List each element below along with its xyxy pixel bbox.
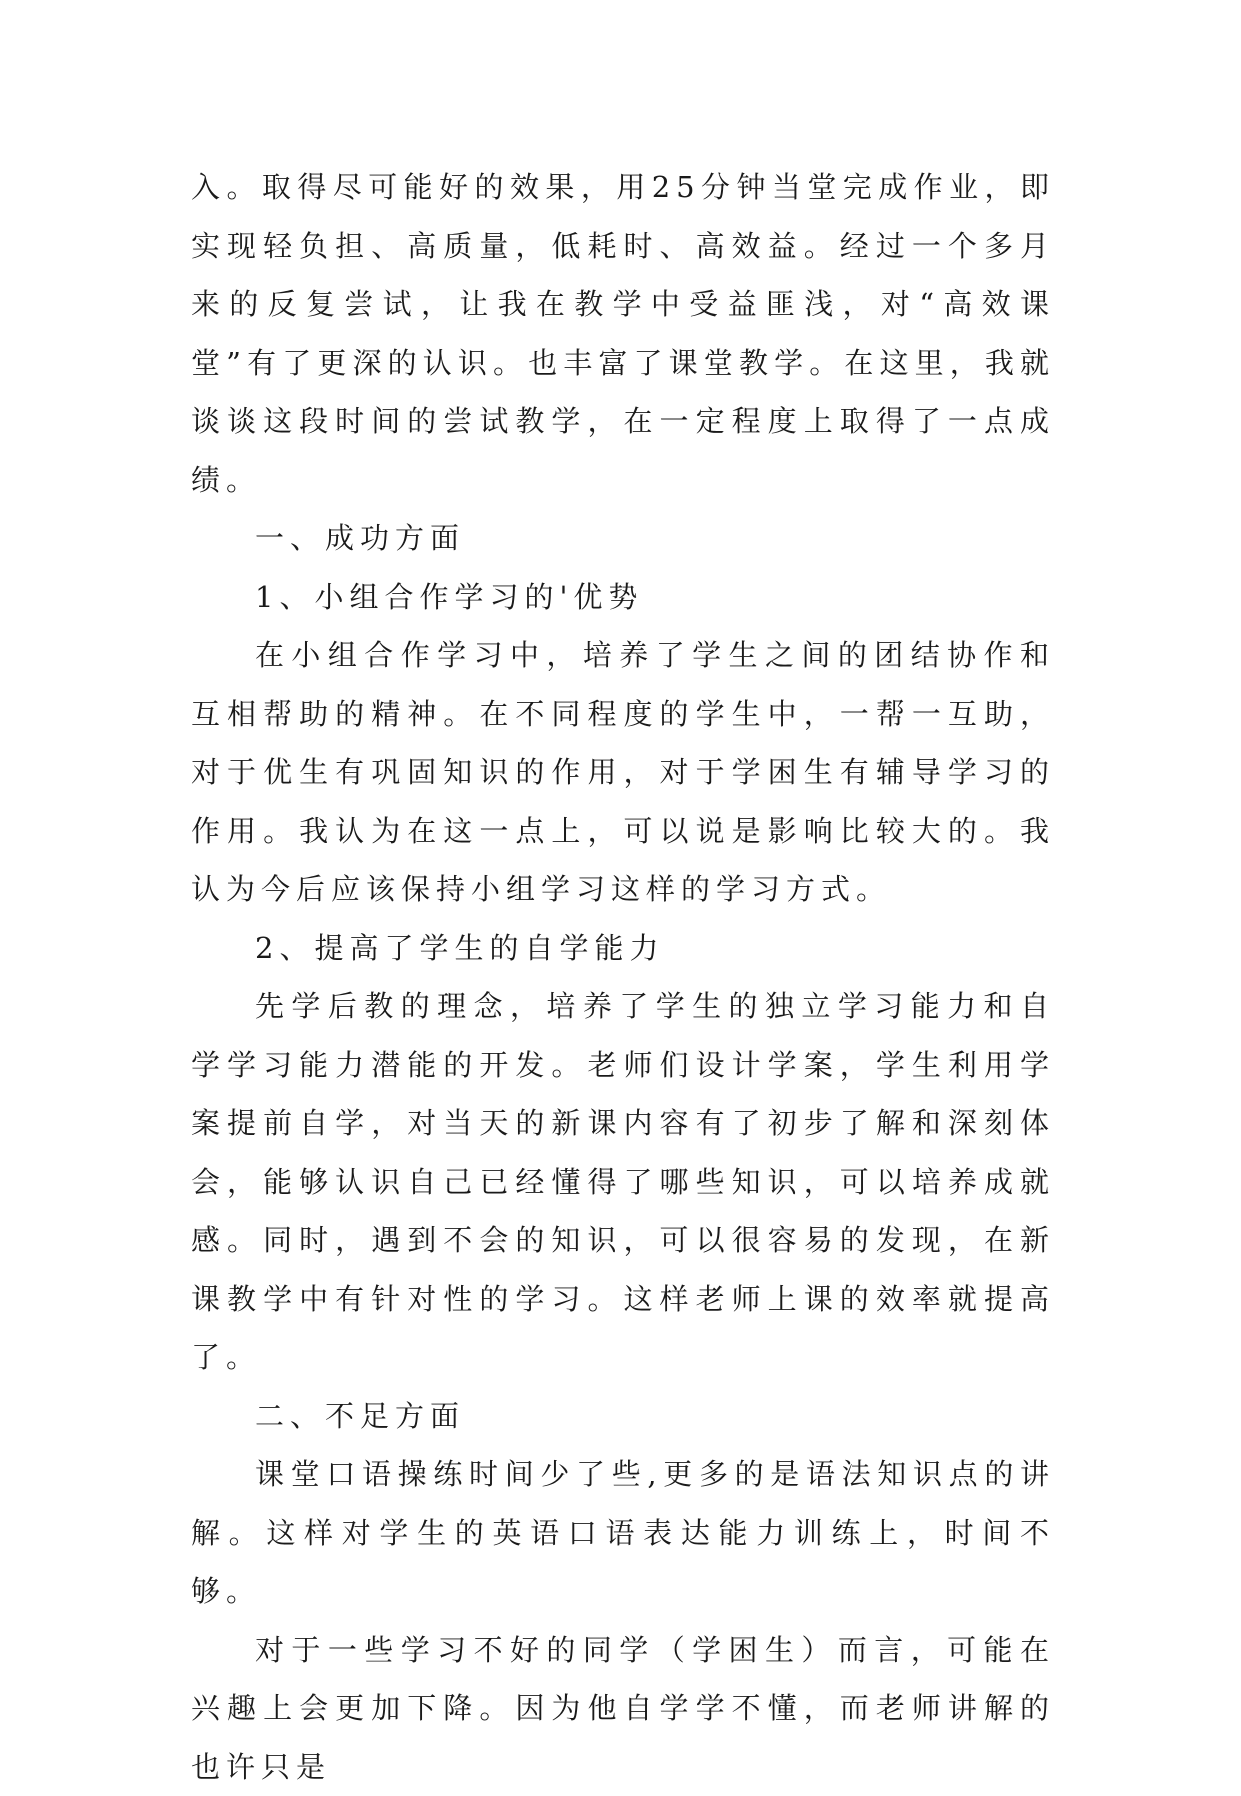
paragraph-oral-practice: 课堂口语操练时间少了些,更多的是语法知识点的讲解。这样对学生的英语口语表达能力训练上，时间不够。: [191, 1445, 1055, 1621]
heading-success: 一、成功方面: [191, 509, 1055, 568]
paragraph-intro: 入。取得尽可能好的效果，用25分钟当堂完成作业，即实现轻负担、高质量，低耗时、高效益。经过一个多月来的反复尝试，让我在教学中受益匪浅，对“高效课堂”有了更深的认识。也丰富了课堂教学。在这里，我就谈谈这段时间的尝试教学，在一定程度上取得了一点成绩。: [191, 158, 1055, 509]
paragraph-group-learning: 在小组合作学习中，培养了学生之间的团结协作和互相帮助的精神。在不同程度的学生中，一帮一互助，对于优生有巩固知识的作用，对于学困生有辅导学习的作用。我认为在这一点上，可以说是影响比较大的。我认为今后应该保持小组学习这样的学习方式。: [191, 626, 1055, 919]
subheading-self-study: 2、提高了学生的自学能力: [191, 919, 1055, 978]
paragraph-struggling-students: 对于一些学习不好的同学（学困生）而言，可能在兴趣上会更加下降。因为他自学学不懂，而老师讲解的也许只是: [191, 1621, 1055, 1796]
heading-shortcomings: 二、不足方面: [191, 1387, 1055, 1446]
document-body: [191, 158, 1055, 1796]
paragraph-self-study: 先学后教的理念，培养了学生的独立学习能力和自学学习能力潜能的开发。老师们设计学案，学生利用学案提前自学，对当天的新课内容有了初步了解和深刻体会，能够认识自己已经懂得了哪些知识，可以培养成就感。同时，遇到不会的知识，可以很容易的发现，在新课教学中有针对性的学习。这样老师上课的效率就提高了。: [191, 977, 1055, 1387]
subheading-group-learning: 1、小组合作学习的'优势: [191, 568, 1055, 627]
